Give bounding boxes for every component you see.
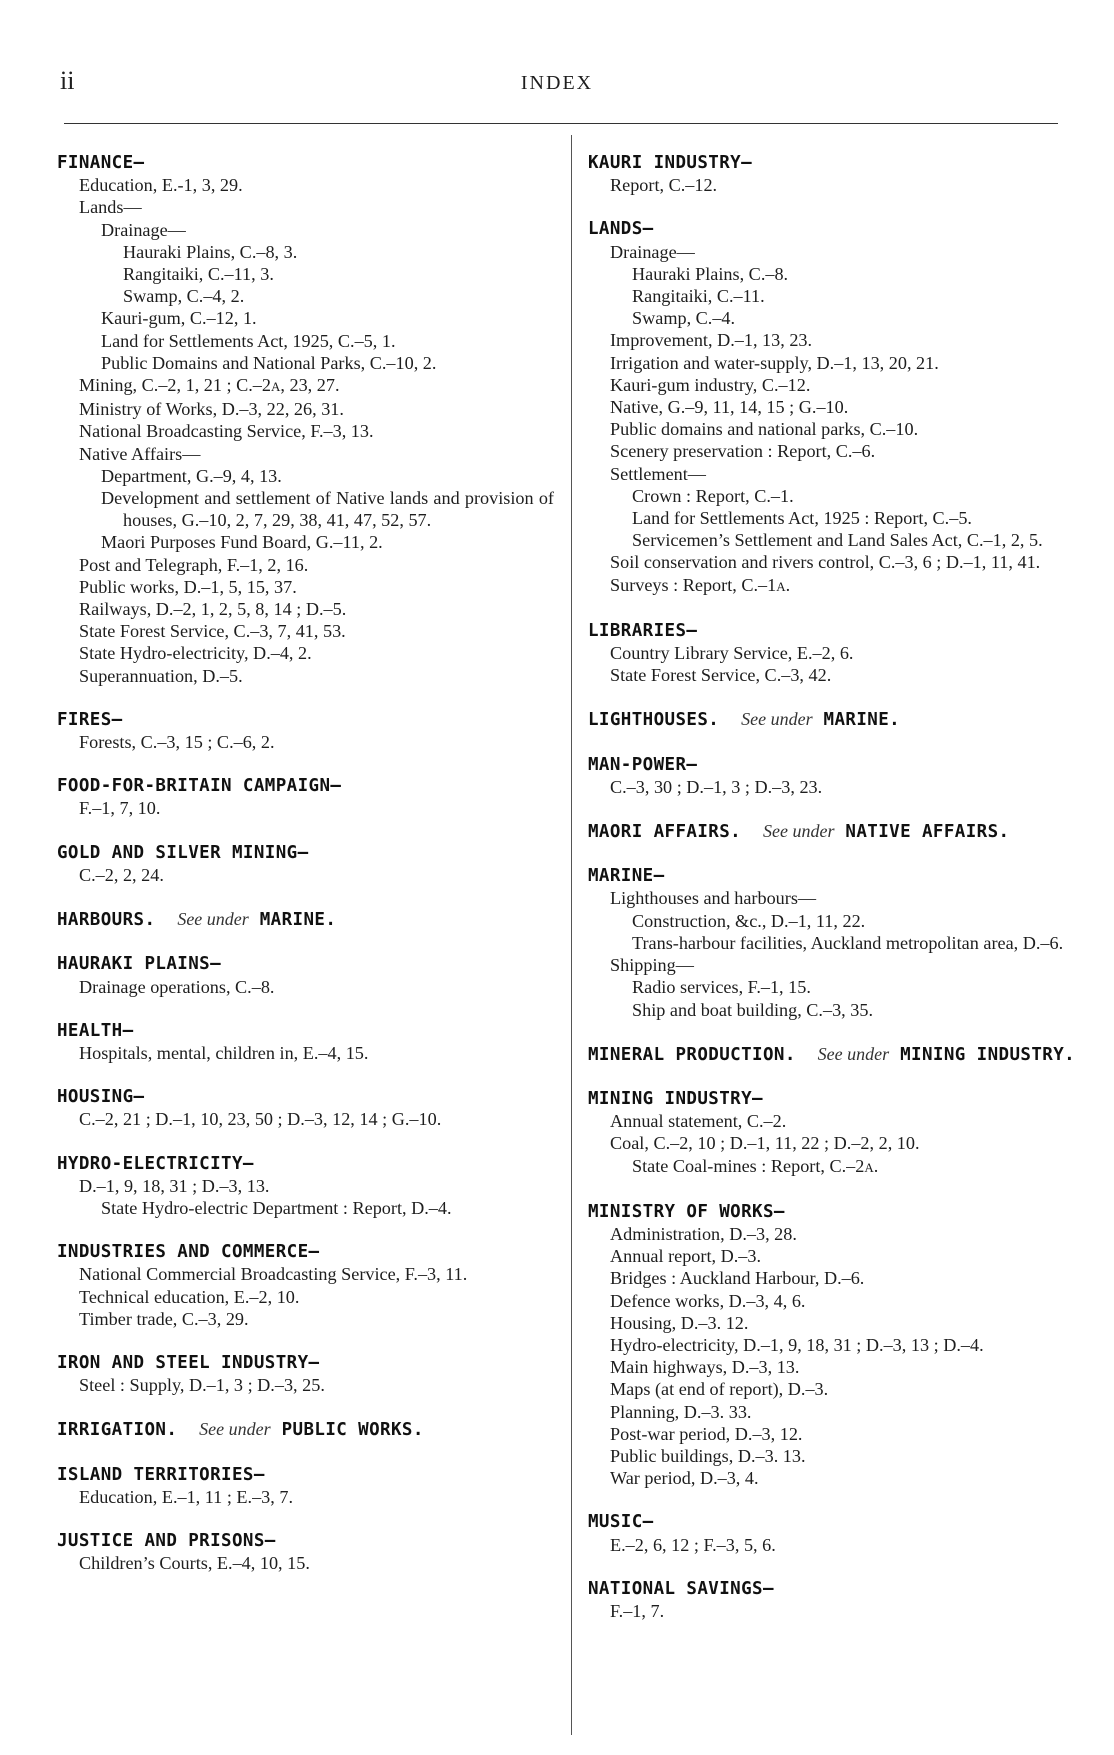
index-entry-mineral [588,1043,1085,1066]
subentry: Technical education, E.–2, 10. [79,1286,300,1307]
subentry: Department, G.–9, 4, 13. [101,465,282,486]
entry-heading: FINANCE— [57,153,145,173]
subentry: Kauri-gum, C.–12, 1. [101,308,257,329]
index-entry-ministry [588,1201,1085,1490]
subentry: Hydro-electricity, D.–1, 9, 18, 31 ; D.–3, 13 ; D.–4. [610,1334,984,1355]
subentry: National Commercial Broadcasting Service, F.–3, 11. [79,1264,468,1285]
entry-heading [57,908,554,931]
subentry: F.–1, 7, 10. [79,798,161,819]
entry-heading: HOUSING— [57,1087,145,1108]
subentry: Servicemen’s Settlement and Land Sales Act, C.–1, 2, 5. [632,530,1043,551]
see-under-note: See under [741,709,813,730]
subentry: Public works, D.–1, 5, 15, 37. [79,576,297,597]
running-head: INDEX [520,72,594,94]
index-entry-irrigation [57,1418,554,1441]
index-entry-gold [57,842,554,886]
subentry: Housing, D.–3. 12. [610,1312,749,1333]
entry-heading: HEALTH— [57,1020,134,1041]
subentry-text: Mining, C.–2, 1, 21 ; C.–2 [79,375,271,396]
subentry: Irrigation and water-supply, D.–1, 13, 20, 21. [610,352,939,373]
subentry: National Broadcasting Service, F.–3, 13. [79,421,374,442]
subentry: Crown : Report, C.–1. [632,485,794,506]
subentry: Hospitals, mental, children in, E.–4, 15. [79,1042,369,1063]
subentry: C.–3, 30 ; D.–1, 3 ; D.–3, 23. [610,776,823,797]
small-caps-suffix: A [864,1159,874,1175]
index-entry-food [57,775,554,819]
subentry: Shipping— [610,955,694,976]
entry-heading [57,1418,554,1441]
entry-heading: JUSTICE AND PRISONS— [57,1530,276,1551]
subentry: Report, C.–12. [610,175,718,196]
entry-heading: MINISTRY OF WORKS— [588,1201,785,1222]
cross-reference: MARINE. [259,910,337,931]
subentry: Radio services, F.–1, 15. [632,977,811,998]
subentry: Scenery preservation : Report, C.–6. [610,441,876,462]
subentry: C.–2, 21 ; D.–1, 10, 23, 50 ; D.–3, 12, 14 ; G.–10. [79,1109,442,1130]
subentry: Drainage operations, C.–8. [79,976,275,997]
subentry: State Hydro-electricity, D.–4, 2. [79,643,312,664]
subentry: Annual report, D.–3. [610,1246,762,1267]
subentry: Bridges : Auckland Harbour, D.–6. [610,1268,865,1289]
cross-reference: MARINE. [823,710,901,731]
subentry: Annual statement, C.–2. [610,1111,787,1132]
subentry: Railways, D.–2, 1, 2, 5, 8, 14 ; D.–5. [79,599,347,620]
entry-heading [588,1043,1085,1066]
index-entry-iron [57,1352,554,1396]
subentry: Public buildings, D.–3. 13. [610,1445,806,1466]
entry-heading: MAN-POWER— [588,754,698,775]
subentry: Rangitaiki, C.–11, 3. [123,264,274,285]
subentry: Drainage— [101,219,186,240]
column-divider [571,135,572,1735]
index-entry-lighthouses [588,708,1085,731]
subentry: Settlement— [610,463,706,484]
entry-heading: HYDRO-ELECTRICITY— [57,1153,254,1174]
see-under-note: See under [177,909,249,930]
small-caps-suffix: A [776,578,786,594]
index-entry-maori [588,820,1085,843]
subentry: State Forest Service, C.–3, 42. [610,665,832,686]
see-under-note: See under [817,1043,890,1064]
subentry: Forests, C.–3, 15 ; C.–6, 2. [79,732,275,753]
index-entry-housing [57,1086,554,1130]
subentry: Maps (at end of report), D.–3. [610,1379,829,1400]
heading-text: HARBOURS. [57,910,156,931]
subentry: Land for Settlements Act, 1925 : Report, C.–5. [632,508,972,529]
cross-reference: PUBLIC WORKS. [281,1420,424,1441]
entry-heading: KAURI INDUSTRY— [588,153,753,173]
subentry: Land for Settlements Act, 1925, C.–5, 1. [101,330,396,351]
entry-heading [588,708,1085,731]
entry-heading: MUSIC— [588,1512,654,1533]
subentry: War period, D.–3, 4. [610,1468,759,1489]
entry-heading: LANDS— [588,219,654,240]
heading-text: MAORI AFFAIRS. [588,822,742,843]
right-column [588,152,1085,1644]
subentry: Education, E.–1, 11 ; E.–3, 7. [79,1486,294,1507]
subentry: Hauraki Plains, C.–8, 3. [123,241,298,262]
heading-text: IRRIGATION. [57,1420,178,1441]
entry-heading: NATIONAL SAVINGS— [588,1578,774,1599]
index-entry-fires [57,709,554,753]
subentry: Superannuation, D.–5. [79,665,243,686]
index-entry-music [588,1511,1085,1555]
page-number: ii [60,66,75,95]
subentry: Rangitaiki, C.–11. [632,286,765,307]
subentry: Administration, D.–3, 28. [610,1223,797,1244]
subentry: Country Library Service, E.–2, 6. [610,643,854,664]
entry-heading: FOOD-FOR-BRITAIN CAMPAIGN— [57,776,342,797]
subentry: Swamp, C.–4. [632,308,736,329]
index-entry-island [57,1464,554,1508]
see-under-note: See under [762,821,835,842]
entry-heading [588,820,1085,843]
subentry: Trans-harbour facilities, Auckland metropolitan area, D.–6. [632,932,1064,953]
subentry: Soil conservation and rivers control, C.–3, 6 ; D.–1, 11, 41. [610,552,1041,573]
subentry: Native, G.–9, 11, 14, 15 ; G.–10. [610,397,849,418]
heading-text: MINERAL PRODUCTION. [588,1044,796,1065]
subentry: Ship and boat building, C.–3, 35. [632,999,873,1020]
entry-heading: INDUSTRIES AND COMMERCE— [57,1242,320,1263]
subentry: Post and Telegraph, F.–1, 2, 16. [79,554,309,575]
subentry: Drainage— [610,241,695,262]
subentry-text: . [873,1155,879,1176]
subentry: Improvement, D.–1, 13, 23. [610,330,813,351]
subentry: E.–2, 6, 12 ; F.–3, 5, 6. [610,1534,776,1555]
subentry: Public Domains and National Parks, C.–10, 2. [101,352,437,373]
see-under-note: See under [199,1419,271,1440]
small-caps-suffix: A [271,379,281,395]
subentry: Education, E.-1, 3, 29. [79,175,243,196]
subentry: Development and settlement of Native lands and provision of houses, G.–10, 2, 7, 29, 38, 41, 47, 52, 57. [101,488,554,531]
subentry: Main highways, D.–3, 13. [610,1357,800,1378]
subentry-text: . [785,574,791,595]
subentry: Steel : Supply, D.–1, 3 ; D.–3, 25. [79,1375,325,1396]
subentry: F.–1, 7. [610,1600,665,1621]
index-entry-libraries [588,620,1085,687]
index-entry-justice [57,1530,554,1574]
subentry: Lighthouses and harbours— [610,888,817,909]
entry-heading: HAURAKI PLAINS— [57,954,222,975]
subentry [57,374,554,398]
index-entry-finance [57,152,554,687]
index-entry-health [57,1020,554,1064]
subentry: Kauri-gum industry, C.–12. [610,374,811,395]
subentry: Hauraki Plains, C.–8. [632,263,789,284]
entry-heading: ISLAND TERRITORIES— [57,1464,265,1485]
subentry [588,574,1085,598]
subentry: Public domains and national parks, C.–10. [610,419,919,440]
entry-heading: LIBRARIES— [588,620,698,641]
subentry: Planning, D.–3. 33. [610,1401,752,1422]
subentry-text: State Coal-mines : Report, C.–2 [632,1155,865,1176]
subentry: Maori Purposes Fund Board, G.–11, 2. [101,532,383,553]
index-entry-savings [588,1578,1085,1622]
index-entry-industries [57,1241,554,1330]
subentry: Children’s Courts, E.–4, 10, 15. [79,1553,310,1574]
index-entry-mining [588,1088,1085,1179]
entry-heading: FIRES— [57,709,123,730]
subentry [588,1155,1085,1179]
subentry: Lands— [79,197,142,218]
left-column [57,152,554,1596]
subentry: Coal, C.–2, 10 ; D.–1, 11, 22 ; D.–2, 2, 10. [610,1133,920,1154]
subentry: Swamp, C.–4, 2. [123,286,245,307]
subentry: State Hydro-electric Department : Report, D.–4. [101,1197,452,1218]
subentry: Ministry of Works, D.–3, 22, 26, 31. [79,399,344,420]
entry-heading: MINING INDUSTRY— [588,1088,763,1109]
entry-heading: MARINE— [588,866,665,887]
subentry: Post-war period, D.–3, 12. [610,1423,803,1444]
index-entry-manpower [588,754,1085,798]
subentry: C.–2, 2, 24. [79,864,164,885]
subentry: Defence works, D.–3, 4, 6. [610,1290,806,1311]
index-entry-hauraki [57,953,554,997]
index-entry-kauri [588,152,1085,196]
subentry: Construction, &c., D.–1, 11, 22. [632,910,866,931]
subentry-text: , 23, 27. [280,375,340,396]
index-entry-marine [588,865,1085,1020]
subentry: Native Affairs— [79,443,201,464]
subentry: Timber trade, C.–3, 29. [79,1308,249,1329]
header-rule [64,123,1058,124]
entry-heading: GOLD AND SILVER MINING— [57,842,309,863]
subentry: State Forest Service, C.–3, 7, 41, 53. [79,621,346,642]
subentry-text: Surveys : Report, C.–1 [610,574,777,595]
cross-reference: MINING INDUSTRY. [900,1044,1076,1065]
index-entry-harbours [57,908,554,931]
subentry: D.–1, 9, 18, 31 ; D.–3, 13. [79,1175,270,1196]
index-entry-lands [588,218,1085,597]
heading-text: LIGHTHOUSES. [588,710,720,731]
cross-reference: NATIVE AFFAIRS. [845,822,1010,843]
entry-heading: IRON AND STEEL INDUSTRY— [57,1352,320,1373]
index-entry-hydro [57,1153,554,1220]
